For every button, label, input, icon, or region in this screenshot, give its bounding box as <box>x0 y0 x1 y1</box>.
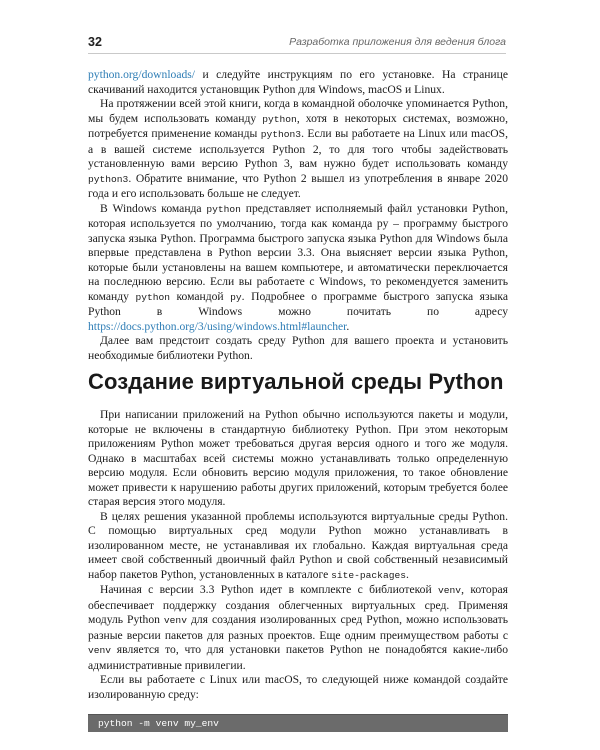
paragraph-text: Начиная с версии 3.3 Python идет в комплекте с библиотекой <box>100 583 439 596</box>
intro-paragraph-1 <box>88 68 508 97</box>
paragraph-text: . Если вы работаете на Linux или macOS, а в вашей системе используется Python 2, то для того чтобы задействовать установленную вами версию Python 3, вам нужно будет использовать команду <box>88 127 508 170</box>
inline-code: venv <box>438 585 462 596</box>
inline-code: python <box>206 203 241 215</box>
paragraph-text: . Обратите внимание, что Python 2 вышел из употребления в январе 2020 года и его использовать больше не следует. <box>88 171 508 200</box>
intro-paragraph-2 <box>88 97 508 202</box>
inline-code: python3 <box>260 129 302 140</box>
running-header <box>88 35 506 54</box>
paragraph-text: и следуйте инструкциям по его установке. На странице скачиваний находится установщик Python для Windows, macOS и Linux. <box>88 68 508 96</box>
inline-code: python <box>262 113 297 125</box>
downloads-link[interactable]: python.org/downloads/ <box>88 68 196 81</box>
paragraph-text: В Windows команда <box>100 201 207 215</box>
inline-code: python3 <box>88 173 129 185</box>
running-title: Разработка приложения для ведения блога <box>289 36 506 48</box>
section-text <box>88 408 508 702</box>
paragraph-text: для создания изолированных сред Python, можно использовать разные версии пакетов для разных проектов. Еще одним преимуществом работы с <box>88 613 509 642</box>
paragraph-text: . Подробнее о программе быстрого запуска языка Python в Windows можно почитать по адресу <box>88 289 508 318</box>
paragraph-text: В целях решения указанной проблемы используются виртуальные среды Python. С помощью виртуальных сред модули Python можно устанавливать в изолированном месте, не устанавливая их глобально. Каждая виртуальная среда имеет свой собственный двоичный файл Python и свой собственный независимый набор пакетов Python, установленных в каталоге <box>88 509 508 581</box>
inline-code: venv <box>88 645 112 656</box>
paragraph-text: . <box>405 567 409 581</box>
paragraph-text: командой <box>169 289 231 303</box>
inline-code: python <box>135 291 170 303</box>
intro-text <box>88 68 508 363</box>
inline-code: py <box>230 291 242 303</box>
inline-code: site-packages <box>331 569 406 581</box>
launcher-docs-link[interactable]: https://docs.python.org/3/using/windows.html#launcher <box>88 319 347 333</box>
intro-paragraph-4: Далее вам предстоит создать среду Python для вашего проекта и установить необходимые библиотеки Python. <box>88 334 508 362</box>
paragraph-text: , хотя в некоторых системах, возможно, потребуется применение команды <box>88 111 508 140</box>
code-command: python -m venv my_env <box>98 718 219 729</box>
section-paragraph-2 <box>88 510 508 584</box>
paragraph-text: представляет исполняемый файл установки Python, которая используется по умолчанию, тогда как команда py – программу быстрого запуска языка Python. Программа быстрого запуска языка Python для Windows была впервые представлена в Python версии 3.3. Она выясняет версии языка Python, которые были установлены на вашем компьютере, и автоматически переключается на последнюю версию. Если вы работаете с Windows, то рекомендуется заменить команду <box>88 201 508 303</box>
page-number: 32 <box>88 35 102 49</box>
inline-code: venv <box>163 615 187 626</box>
intro-paragraph-3 <box>88 202 508 335</box>
paragraph-text: На протяжении всей этой книги, когда в командной оболочке упоминается Python, мы будем использовать команду <box>88 97 508 125</box>
paragraph-text: , которая обеспечивает поддержку создания облегченных виртуальных сред. Применяя модуль Python <box>88 583 508 626</box>
paragraph-text: является то, что для установки пакетов Python не понадобятся какие-либо административные привилегии. <box>88 643 508 672</box>
code-block <box>88 714 508 732</box>
section-paragraph-4: Если вы работаете с Linux или macOS, то следующей ниже командой создайте изолированную среду: <box>88 673 508 701</box>
section-heading: Создание виртуальной среды Python <box>88 369 504 394</box>
section-paragraph-3 <box>88 583 508 673</box>
paragraph-text: . <box>346 319 350 333</box>
section-paragraph-1: При написании приложений на Python обычно используются пакеты и модули, которые не включены в стандартную библиотеку Python. При этом некоторым приложениям Python может требоваться другая версия одного и того же модуля. Однако в масштабах всей системы можно устанавливать только определенную версию модуля. Если обновить версию модуля приложения, то такое обновление может привести к нарушению работы других приложений, которым требуется более старая версия этого модуля. <box>88 408 508 508</box>
